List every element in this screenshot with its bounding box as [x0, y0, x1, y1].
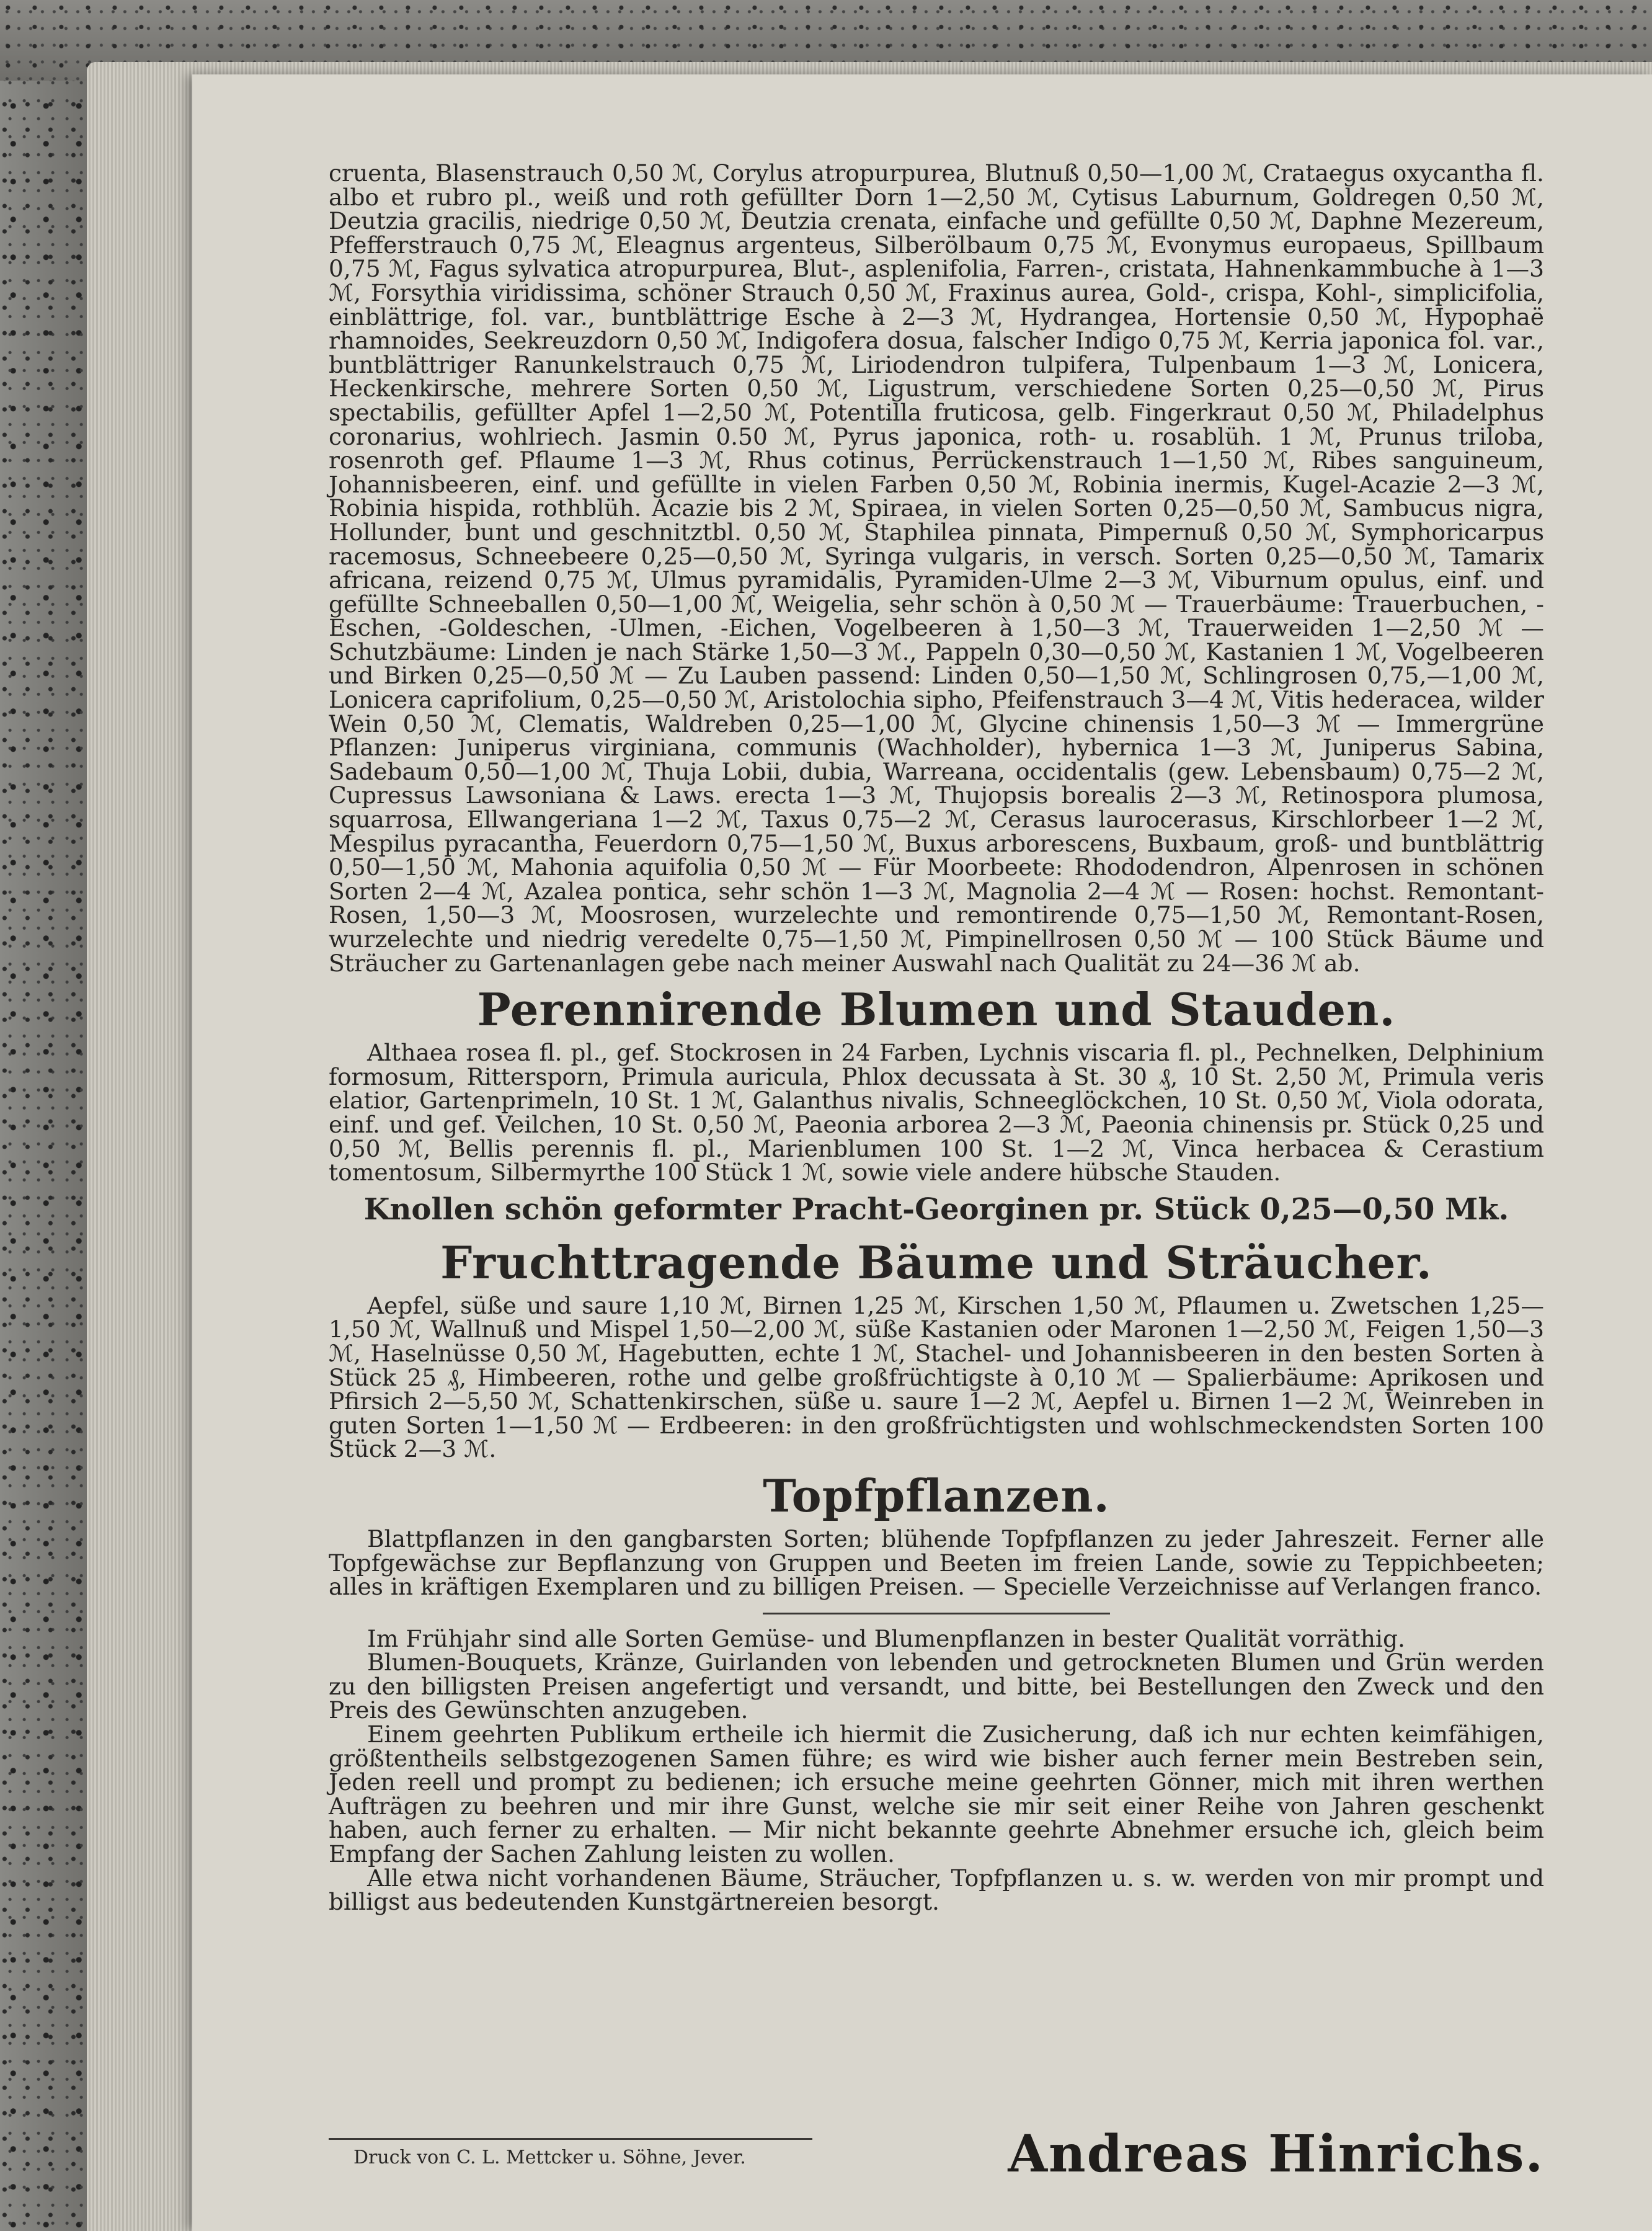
closing-paragraph-2: Blumen-Bouquets, Kränze, Guirlanden von lebenden und getrockneten Blumen und Grün werden zu den billigsten Preisen angefertigt und versandt, und bitte, bei Bestellungen den Zweck und den Preis des Gewünschten anzugeben. [329, 1649, 1544, 1724]
closing-paragraph-4: Alle etwa nicht vorhandenen Bäume, Sträucher, Topfpflanzen u. s. w. werden von mir prompt und billigst aus bedeutenden Kunstgärtnereien besorgt. [329, 1864, 1544, 1916]
marbled-cover-board [0, 0, 99, 2231]
pot-plants-paragraph: Blattpflanzen in den gangbarsten Sorten; blühende Topfpflanzen zu jeder Jahreszeit. Ferner alle Topfgewächse zur Bepflanzung von Gruppen und Beeten im freien Lande, sowie zu Teppichbeeten; alles in kräftigen Exemplaren und zu billigen Preisen. — Specielle Verzeichnisse auf Verlangen franco. [329, 1525, 1544, 1601]
signature-name: Andreas Hinrichs. [1008, 2124, 1544, 2184]
closing-paragraph-1: Im Frühjahr sind alle Sorten Gemüse- und Blumenpflanzen in bester Qualität vorräthig. [367, 1624, 1405, 1652]
heading-pot-plants: Topfpflanzen. [763, 1469, 1110, 1522]
subheading-georginen: Knollen schön geformter Pracht-Georginen pr. Stück 0,25—0,50 Mk. [363, 1191, 1509, 1227]
perennials-paragraph: Althaea rosea fl. pl., gef. Stockrosen in 24 Farben, Lychnis viscaria fl. pl., Pechnelken, Delphinium formosum, Rittersporn, Primula auricula, Phlox decussata à St. 30 ₰, 10 St. 2,50 ℳ, Primula veris elatior, Gartenprimeln, 10 St. 1 ℳ, Galanthus nivalis, Schneeglöckchen, 10 St. 0,50 ℳ, Viola odorata, einf. und gef. Veilchen, 10 St. 0,50 ℳ, Paeonia arborea 2—3 ℳ, Paeonia chinensis pr. Stück 0,25 und 0,50 ℳ, Bellis perennis fl. pl., Marienblumen 100 St. 1—2 ℳ, Vinca herbacea & Cerastium tomentosum, Silbermyrthe 100 Stück 1 ℳ, sowie viele andere hübsche Stauden. [329, 1039, 1544, 1187]
heading-perennials: Perennirende Blumen und Stauden. [477, 983, 1396, 1036]
page-content [329, 161, 1544, 1914]
catalog-page [192, 74, 1652, 2231]
closing-paragraph-3: Einem geehrten Publikum ertheile ich hiermit die Zusicherung, daß ich nur echten keimfähigen, größtentheils selbstgezogenen Samen führe; es wird wie bisher auch ferner mein Bestreben sein, Jeden reell und prompt zu bedienen; ich ersuche meine geehrten Gönner, mich mit ihren werthen Aufträgen zu beehren und mir ihre Gunst, welche sie mir seit einer Reihe von Jahren geschenkt haben, auch ferner zu erhalten. — Mir nicht bekannte geehrte Abnehmer ersuche ich, gleich beim Empfang der Sachen Zahlung leisten zu wollen. [329, 1721, 1544, 1868]
page-footer [329, 2124, 1544, 2193]
fruit-trees-paragraph: Aepfel, süße und saure 1,10 ℳ, Birnen 1,25 ℳ, Kirschen 1,50 ℳ, Pflaumen u. Zwetschen 1,25—1,50 ℳ, Wallnuß und Mispel 1,50—2,00 ℳ, süße Kastanien oder Maronen 1—2,50 ℳ, Feigen 1,50—3 ℳ, Haselnüsse 0,50 ℳ, Hagebutten, echte 1 ℳ, Stachel- und Johannisbeeren in den besten Sorten à Stück 25 ₰, Himbeeren, rothe und gelbe großfrüchtigste à 0,10 ℳ — Spalierbäume: Aprikosen und Pfirsich 2—5,50 ℳ, Schattenkirschen, süße u. saure 1—2 ℳ, Aepfel u. Birnen 1—2 ℳ, Weinreben in guten Sorten 1—1,50 ℳ — Erdbeeren: in den großfrüchtigsten und wohlschmeckendsten Sorten 100 Stück 2—3 ℳ. [329, 1291, 1544, 1463]
shrubs-paragraph: cruenta, Blasenstrauch 0,50 ℳ, Corylus atropurpurea, Blutnuß 0,50—1,00 ℳ, Crataegus oxycantha fl. albo et rubro pl., weiß und roth gefüllter Dorn 1—2,50 ℳ, Cytisus Laburnum, Goldregen 0,50 ℳ, Deutzia gracilis, niedrige 0,50 ℳ, Deutzia crenata, einfache und gefüllte 0,50 ℳ, Daphne Mezereum, Pfefferstrauch 0,75 ℳ, Eleagnus argenteus, Silberölbaum 0,75 ℳ, Evonymus europaeus, Spillbaum 0,75 ℳ, Fagus sylvatica atropurpurea, Blut-, asplenifolia, Farren-, cristata, Hahnenkammbuche à 1—3 ℳ, Forsythia viridissima, schöner Strauch 0,50 ℳ, Fraxinus aurea, Gold-, crispa, Kohl-, simplicifolia, einblättrige, fol. var., buntblättrige Esche à 2—3 ℳ, Hydrangea, Hortensie 0,50 ℳ, Hypophaë rhamnoides, Seekreuzdorn 0,50 ℳ, Indigofera dosua, falscher Indigo 0,75 ℳ, Kerria japonica fol. var., buntblättriger Ranunkelstrauch 0,75 ℳ, Liriodendron tulpifera, Tulpenbaum 1—3 ℳ, Lonicera, Heckenkirsche, mehrere Sorten 0,50 ℳ, Ligustrum, verschiedene Sorten 0,25—0,50 ℳ, Pirus spectabilis, gefüllter Apfel 1—2,50 ℳ, Potentilla fruticosa, gelb. Fingerkraut 0,50 ℳ, Philadelphus coronarius, wohlriech. Jasmin 0.50 ℳ, Pyrus japonica, roth- u. rosablüh. 1 ℳ, Prunus triloba, rosenroth gef. Pflaume 1—3 ℳ, Rhus cotinus, Perrückenstrauch 1—1,50 ℳ, Ribes sanguineum, Johannisbeeren, einf. und gefüllte in vielen Farben 0,50 ℳ, Robinia inermis, Kugel-Acazie 2—3 ℳ, Robinia hispida, rothblüh. Acazie bis 2 ℳ, Spiraea, in vielen Sorten 0,25—0,50 ℳ, Sambucus nigra, Hollunder, bunt und geschnitztbl. 0,50 ℳ, Staphilea pinnata, Pimpernuß 0,50 ℳ, Symphoricarpus racemosus, Schneebeere 0,25—0,50 ℳ, Syringa vulgaris, in versch. Sorten 0,25—0,50 ℳ, Tamarix africana, reizend 0,75 ℳ, Ulmus pyramidalis, Pyramiden-Ulme 2—3 ℳ, Viburnum opulus, einf. und gefüllte Schneeballen 0,50—1,00 ℳ, Weigelia, sehr schön à 0,50 ℳ — Trauerbäume: Trauerbuchen, -Eschen, -Goldeschen, -Ulmen, -Eichen, Vogelbeeren à 1,50—3 ℳ, Trauerweiden 1—2,50 ℳ — Schutzbäume: Linden je nach Stärke 1,50—3 ℳ., Pappeln 0,30—0,50 ℳ, Kastanien 1 ℳ, Vogelbeeren und Birken 0,25—0,50 ℳ — Zu Lauben passend: Linden 0,50—1,50 ℳ, Schlingrosen 0,75,—1,00 ℳ, Lonicera caprifolium, 0,25—0,50 ℳ, Aristolochia sipho, Pfeifenstrauch 3—4 ℳ, Vitis hederacea, wilder Wein 0,50 ℳ, Clematis, Waldreben 0,25—1,00 ℳ, Glycine chinensis 1,50—3 ℳ — Immergrüne Pflanzen: Juniperus virginiana, communis (Wachholder), hybernica 1—3 ℳ, Juniperus Sabina, Sadebaum 0,50—1,00 ℳ, Thuja Lobii, dubia, Warreana, occidentalis (gew. Lebensbaum) 0,75—2 ℳ, Cupressus Lawsoniana & Laws. erecta 1—3 ℳ, Thujopsis borealis 2—3 ℳ, Retinospora plumosa, squarrosa, Ellwangeriana 1—2 ℳ, Taxus 0,75—2 ℳ, Cerasus laurocerasus, Kirschlorbeer 1—2 ℳ, Mespilus pyracantha, Feuerdorn 0,75—1,50 ℳ, Buxus arborescens, Buxbaum, groß- und buntblättrig 0,50—1,50 ℳ, Mahonia aquifolia 0,50 ℳ — Für Moorbeete: Rhododendron, Alpenrosen in schönen Sorten 2—4 ℳ, Azalea pontica, sehr schön 1—3 ℳ, Magnolia 2—4 ℳ — Rosen: hochst. Remontant-Rosen, 1,50—3 ℳ, Moosrosen, wurzelechte und remontirende 0,75—1,50 ℳ, Remontant-Rosen, wurzelechte und niedrig veredelte 0,75—1,50 ℳ, Pimpinellrosen 0,50 ℳ — 100 Stück Bäume und Sträucher zu Gartenanlagen gebe nach meiner Auswahl nach Qualität zu 24—36 ℳ ab. [329, 159, 1544, 977]
printer-imprint: Druck von C. L. Mettcker u. Söhne, Jever. [353, 2147, 746, 2168]
footer-rule [329, 2138, 812, 2140]
heading-fruit-trees: Fruchttragende Bäume und Sträucher. [440, 1236, 1432, 1289]
section-divider [763, 1613, 1110, 1614]
